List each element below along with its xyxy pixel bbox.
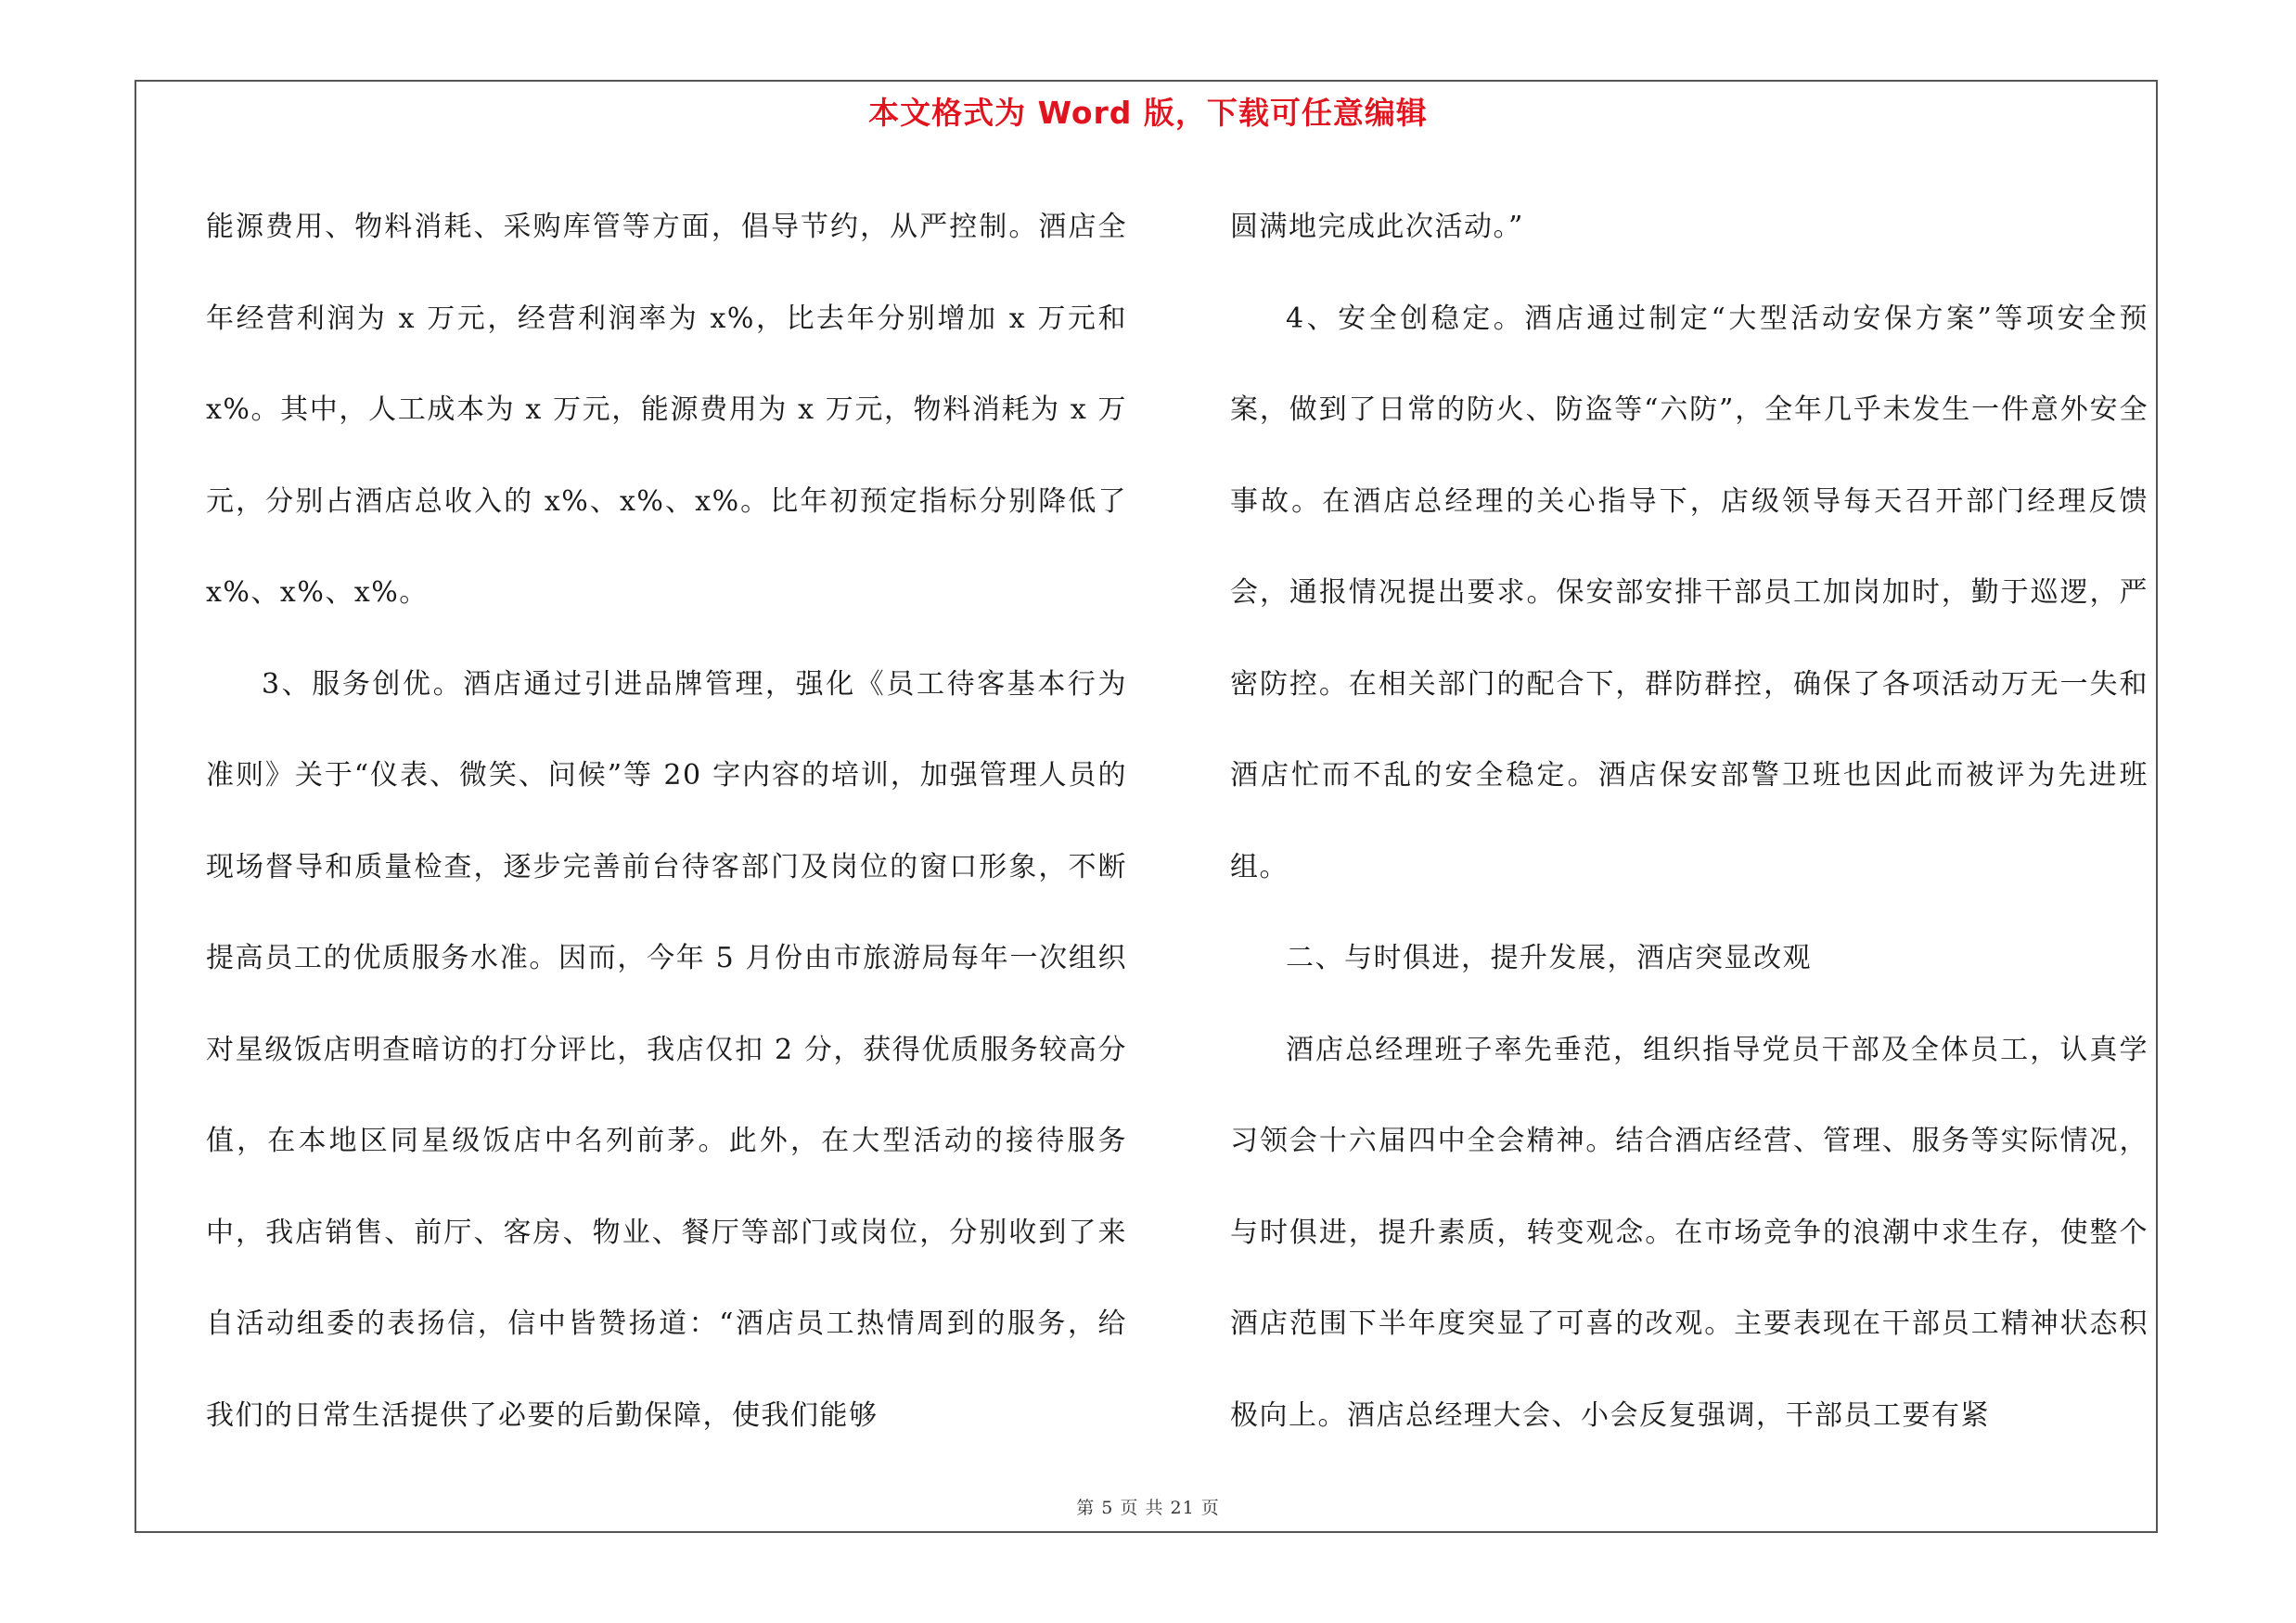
section-heading-progress: 二、与时俱进，提升发展，酒店突显改观 (1286, 942, 1812, 974)
page-number: 第 5 页 共 21 页 (1076, 1498, 1220, 1518)
paragraph-management-leadership: 酒店总经理班子率先垂范，组织指导党员干部及全体员工，认真学习领会十六届四中全会精神。结合酒店经营、管理、服务等实际情况，与时俱进，提升素质，转变观念。在市场竞争的浪潮中求生存，使整个酒店范围下半年度突显了可喜的改观。主要表现在干部员工精神状态积极向上。酒店总经理大会、小会反复强调，干部员工要有紧 (1230, 1033, 2148, 1432)
paragraph-safety-stability: 4、安全创稳定。酒店通过制定“大型活动安保方案”等项安全预案，做到了日常的防火、防盗等“六防”，全年几乎未发生一件意外安全事故。在酒店总经理的关心指导下，店级领导每天召开部门经理反馈会，通报情况提出要求。保安部安排干部员工加岗加时，勤于巡逻，严密防控。在相关部门的配合下，群防群控，确保了各项活动万无一失和酒店忙而不乱的安全稳定。酒店保安部警卫班也因此而被评为先进班组。 (1230, 302, 2148, 883)
paragraph-activity-conclusion: 圆满地完成此次活动。” (1230, 211, 1524, 243)
left-text-column (206, 182, 1127, 1462)
document-banner: 本文格式为 Word 版，下载可任意编辑 (868, 95, 1428, 131)
paragraph-cost-control: 能源费用、物料消耗、采购库管等方面，倡导节约，从严控制。酒店全年经营利润为 x 万元，经营利润率为 x%，比去年分别增加 x 万元和 x%。其中，人工成本为 x 万元，能源费用为 x 万元，物料消耗为 x 万元，分别占酒店总收入的 x%、x%、x%。比年初预定指标分别降低了 x%、x%、x%。 (206, 211, 1127, 609)
right-text-column (1230, 182, 2148, 1462)
paragraph-service-excellence: 3、服务创优。酒店通过引进品牌管理，强化《员工待客基本行为准则》关于“仪表、微笑、问候”等 20 字内容的培训，加强管理人员的现场督导和质量检查，逐步完善前台待客部门及岗位的窗口形象，不断提高员工的优质服务水准。因而，今年 5 月份由市旅游局每年一次组织对星级饭店明查暗访的打分评比，我店仅扣 2 分，获得优质服务较高分值，在本地区同星级饭店中名列前茅。此外，在大型活动的接待服务中，我店销售、前厅、客房、物业、餐厅等部门或岗位，分别收到了来自活动组委的表扬信，信中皆赞扬道：“酒店员工热情周到的服务，给我们的日常生活提供了必要的后勤保障，使我们能够 (206, 667, 1127, 1432)
